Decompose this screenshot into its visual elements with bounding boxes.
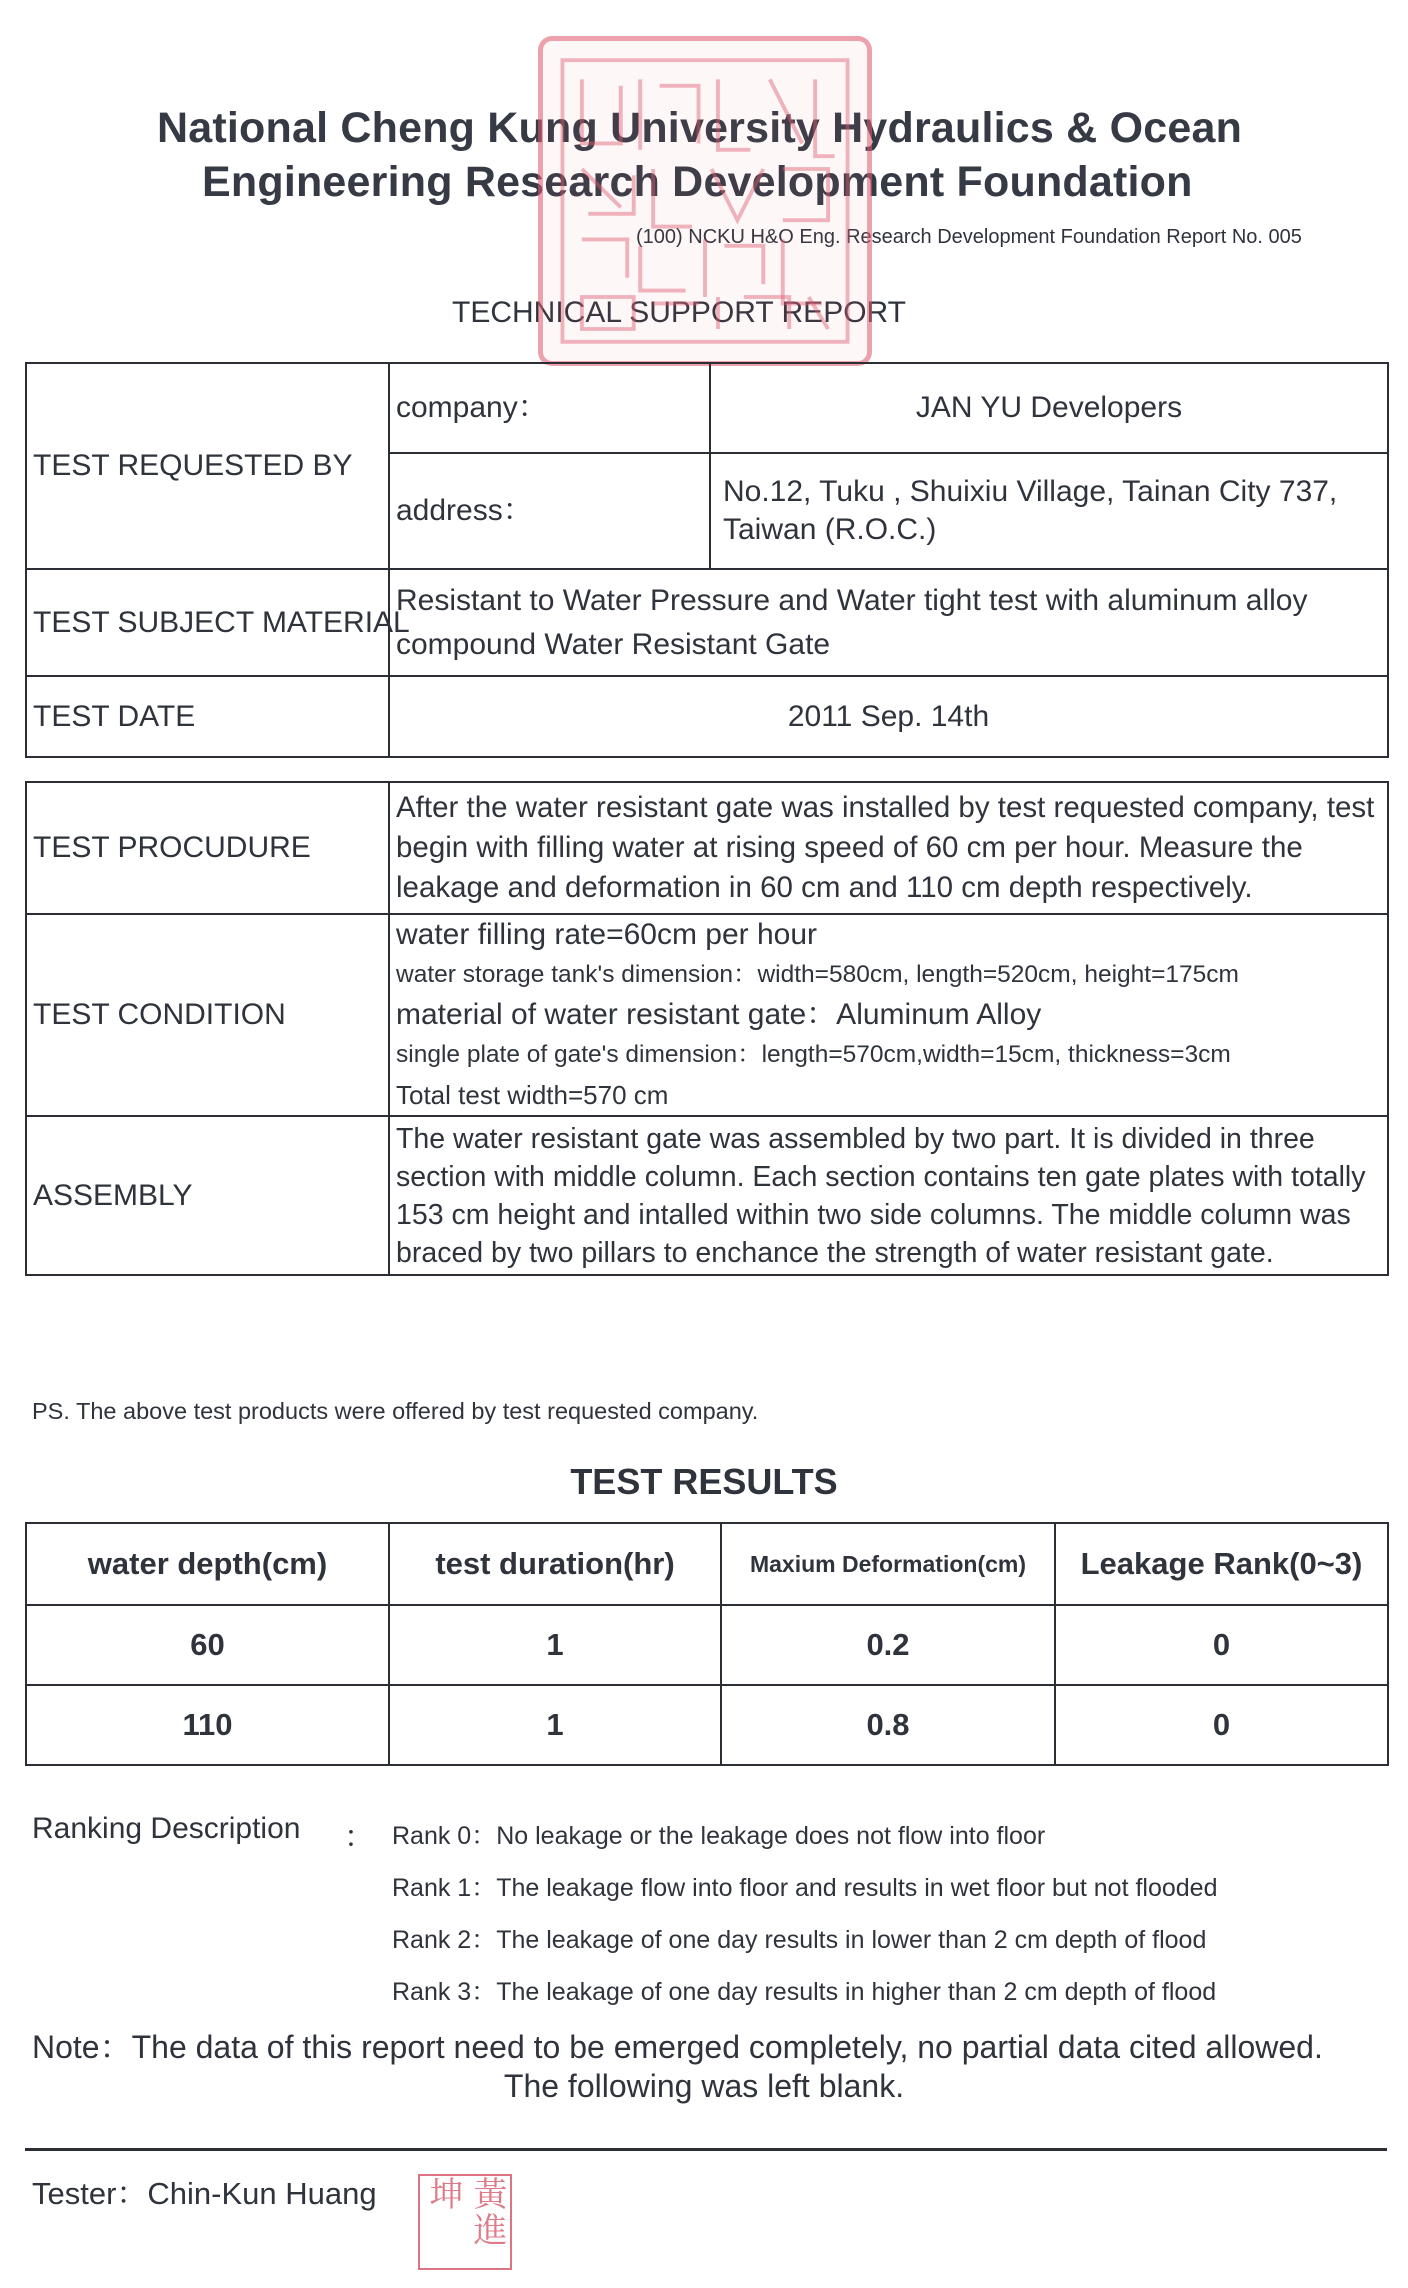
tester-name: Tester：Chin-Kun Huang [32,2176,377,2211]
report-type: TECHNICAL SUPPORT REPORT [452,296,906,329]
detail-table [25,781,1389,1276]
condition-item: material of water resistant gate：Aluminum Alloy [396,998,1042,1031]
material-value: Resistant to Water Pressure and Water tight test with aluminum alloy compound Water Resistant Gate [389,569,1388,676]
cell-leakage-rank: 0 [1055,1605,1388,1685]
title-line-2: Engineering Research Development Foundation [202,158,1193,206]
title-line-1: National Cheng Kung University Hydraulics & Ocean [157,104,1243,152]
address-value: No.12, Tuku , Shuixiu Village, Tainan City 737, Taiwan (R.O.C.) [710,453,1388,569]
condition-item: water storage tank's dimension：width=580cm, length=520cm, height=175cm [396,961,1239,988]
company-label: company： [389,363,710,453]
ps-note: PS. The above test products were offered by test requested company. [32,1398,759,1424]
condition-label: TEST CONDITION [26,914,389,1116]
assembly-value: The water resistant gate was assembled by two part. It is divided in three section with middle column. Each section contains ten gate plates with totally 153 cm height and intalled within two side columns. The middle column was braced by two pillars to enchance the strength of water resistant gate. [389,1116,1388,1275]
rank-item-2: Rank 2：The leakage of one day results in lower than 2 cm depth of flood [392,1926,1207,1954]
note-line-2: The following was left blank. [503,2068,905,2104]
column-header-max-deformation: Maxium Deformation(cm) [721,1523,1055,1605]
signature-seal-text: 黃進坤 [423,2176,507,2248]
footer-divider [25,2148,1387,2151]
requested-by-label: TEST REQUESTED BY [26,363,389,569]
rank-item-0: Rank 0：No leakage or the leakage does not flow into floor [392,1822,1046,1850]
date-label: TEST DATE [26,676,389,757]
cell-test-duration: 1 [389,1605,721,1685]
cell-water-depth: 60 [26,1605,389,1685]
assembly-label: ASSEMBLY [26,1116,389,1275]
address-label: address： [389,453,710,569]
cell-water-depth: 110 [26,1685,389,1765]
procedure-value: After the water resistant gate was installed by test requested company, test begin with filling water at rising speed of 60 cm per hour. Measure the leakage and deformation in 60 cm and 110 cm depth respectively. [389,782,1388,914]
column-header-test-duration: test duration(hr) [389,1523,721,1605]
condition-item: single plate of gate's dimension：length=570cm,width=15cm, thickness=3cm [396,1041,1231,1068]
report-number: (100) NCKU H&O Eng. Research Development Foundation Report No. 005 [636,226,1302,248]
material-label: TEST SUBJECT MATERIAL [26,569,389,676]
note-line-1: Note：The data of this report need to be emerged completely, no partial data cited allowed. [32,2029,1323,2065]
signature-seal-stamp [418,2174,512,2270]
cell-test-duration: 1 [389,1685,721,1765]
column-header-leakage-rank: Leakage Rank(0~3) [1055,1523,1388,1605]
rank-item-1: Rank 1：The leakage flow into floor and results in wet floor but not flooded [392,1874,1218,1902]
rank-item-3: Rank 3：The leakage of one day results in higher than 2 cm depth of flood [392,1978,1217,2006]
column-header-water-depth: water depth(cm) [26,1523,389,1605]
condition-list [389,914,1388,1116]
results-heading: TEST RESULTS [570,1461,838,1502]
results-header-row [26,1523,1388,1605]
company-value: JAN YU Developers [710,363,1388,453]
condition-item: Total test width=570 cm [396,1080,669,1110]
table-row [26,1605,1388,1685]
procedure-label: TEST PROCUDURE [26,782,389,914]
table-row [26,1685,1388,1765]
cell-leakage-rank: 0 [1055,1685,1388,1765]
condition-item: water filling rate=60cm per hour [396,918,818,951]
ranking-label: Ranking Description [32,1812,301,1845]
ranking-colon: ： [344,1821,374,1854]
results-table [25,1522,1389,1766]
date-value: 2011 Sep. 14th [389,676,1388,757]
cell-max-deformation: 0.2 [721,1605,1055,1685]
cell-max-deformation: 0.8 [721,1685,1055,1765]
info-table [25,362,1389,758]
